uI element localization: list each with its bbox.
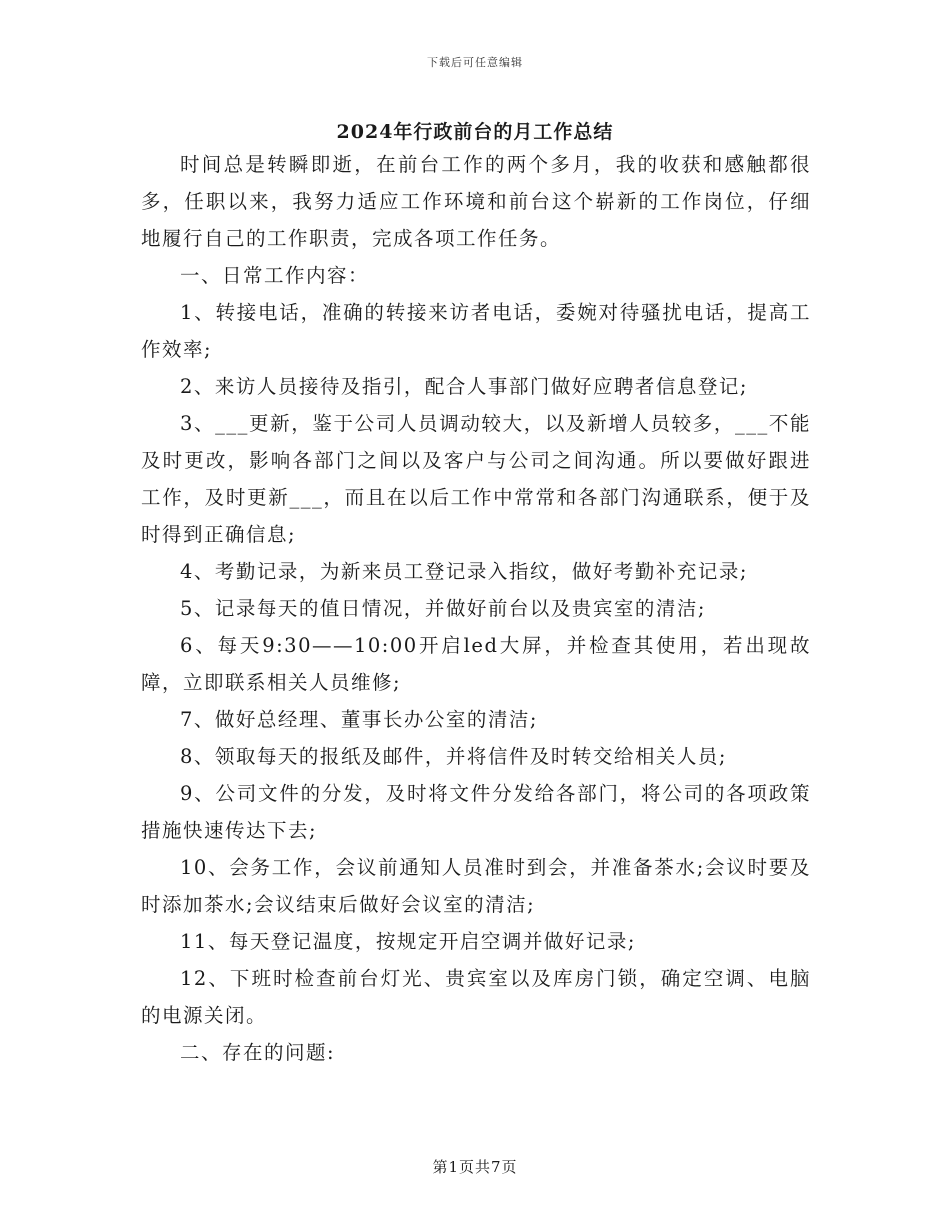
section-heading-problems: 二、存在的问题: xyxy=(180,1041,336,1064)
document-body xyxy=(141,146,811,1071)
paragraph-intro: 时间总是转瞬即逝，在前台工作的两个多月，我的收获和感触都很多，任职以来，我努力适应工作环境和前台这个崭新的工作岗位，仔细地履行自己的工作职责，完成各项工作任务。 xyxy=(141,153,811,250)
list-item: 1、转接电话，准确的转接来访者电话，委婉对待骚扰电话，提高工作效率; xyxy=(141,301,811,361)
list-item: 9、公司文件的分发，及时将文件分发给各部门，将公司的各项政策措施快速传达下去; xyxy=(141,782,811,842)
list-item: 11、每天登记温度，按规定开启空调并做好记录; xyxy=(180,930,636,953)
list-item: 8、领取每天的报纸及邮件，并将信件及时转交给相关人员; xyxy=(180,745,727,768)
header-note: 下载后可任意编辑 xyxy=(427,56,523,69)
list-item: 12、下班时检查前台灯光、贵宾室以及库房门锁，确定空调、电脑的电源关闭。 xyxy=(141,967,811,1027)
list-item: 5、记录每天的值日情况，并做好前台以及贵宾室的清洁; xyxy=(180,597,706,620)
page-number-footer: 第1页共7页 xyxy=(432,1158,518,1176)
list-item: 10、会务工作，会议前通知人员准时到会，并准备茶水;会议时要及时添加茶水;会议结束后做好会议室的清洁; xyxy=(141,856,811,916)
list-item: 3、___更新，鉴于公司人员调动较大，以及新增人员较多，___不能及时更改，影响各部门之间以及客户与公司之间沟通。所以要做好跟进工作，及时更新___，而且在以后工作中常常和各部门沟通联系，便于及时得到正确信息; xyxy=(141,412,811,546)
section-heading-daily-work: 一、日常工作内容： xyxy=(180,264,370,287)
list-item: 2、来访人员接待及指引，配合人事部门做好应聘者信息登记; xyxy=(180,375,748,398)
document-title: 2024年行政前台的月工作总结 xyxy=(336,121,614,143)
list-item: 7、做好总经理、董事长办公室的清洁; xyxy=(180,708,538,731)
list-item: 4、考勤记录，为新来员工登记录入指纹，做好考勤补充记录; xyxy=(180,560,748,583)
list-item: 6、每天9:30——10:00开启led大屏，并检查其使用，若出现故障，立即联系相关人员维修; xyxy=(141,634,811,694)
